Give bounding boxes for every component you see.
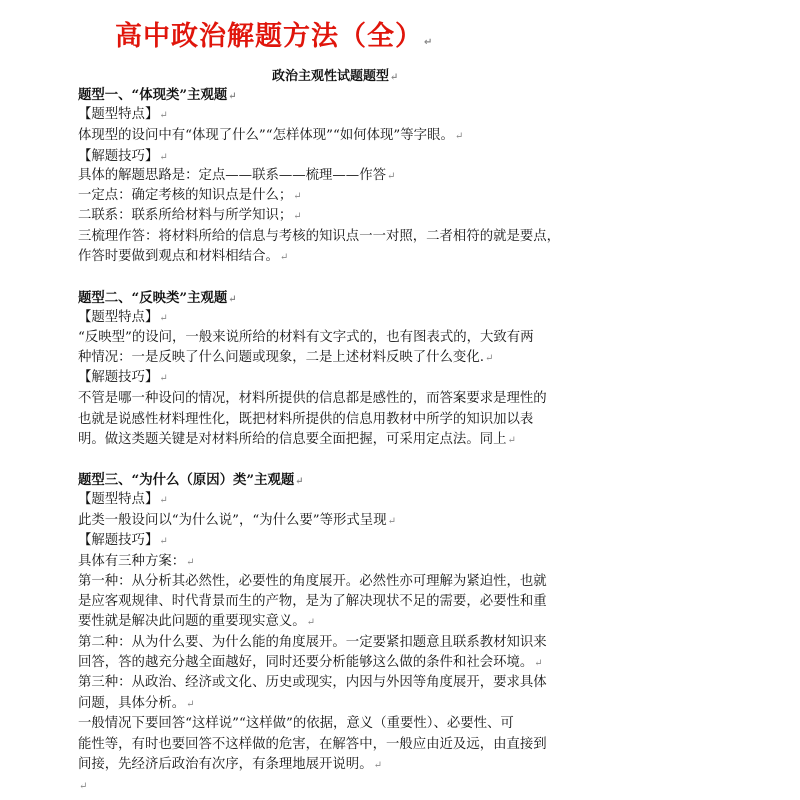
- section-label: 【解题技巧】↵: [78, 370, 168, 385]
- paragraph-line: 要性就是解决此问题的重要现实意义。↵: [78, 614, 316, 629]
- paragraph-line: 间接，先经济后政治有次序，有条理地展开说明。↵: [78, 757, 382, 772]
- section-label: 【题型特点】↵: [78, 310, 168, 325]
- paragraph-line: 体现型的设问中有“体现了什么”“怎样体现”“如何体现”等字眼。↵: [78, 128, 464, 143]
- paragraph-line: 具体的解题思路是：定点——联系——梳理——作答↵: [78, 168, 396, 183]
- empty-paragraph: ↵: [79, 781, 88, 792]
- paragraph-line: 三梳理作答：将材料所给的信息与考核的知识点一一对照，二者相符的就是要点，: [78, 229, 561, 244]
- paragraph-line: 问题，具体分析。↵: [78, 696, 195, 711]
- section-label: 【解题技巧】↵: [78, 149, 168, 164]
- section-label: 【题型特点】↵: [78, 492, 168, 507]
- document-title: 高中政治解题方法（全）↵: [115, 21, 434, 52]
- paragraph-line: 二联系：联系所给材料与所学知识；↵: [78, 208, 302, 223]
- paragraph-line: 一定点：确定考核的知识点是什么；↵: [78, 188, 302, 203]
- paragraph-line: 具体有三种方案：↵: [78, 554, 195, 569]
- paragraph-line: 不管是哪一种设问的情况，材料所提供的信息都是感性的，而答案要求是理性的: [78, 391, 547, 406]
- paragraph-line: 作答时要做到观点和材料相结合。↵: [78, 249, 289, 264]
- section-label: 【题型特点】↵: [78, 107, 168, 122]
- paragraph-line: 是应客观规律、时代背景而生的产物，是为了解决现状不足的需要，必要性和重: [78, 594, 547, 609]
- paragraph-line: 第二种：从为什么要、为什么能的角度展开。一定要紧扣题意且联系教材知识来: [78, 635, 547, 650]
- paragraph-line: 回答，答的越充分越全面越好，同时还要分析能够这么做的条件和社会环境。↵: [78, 655, 543, 670]
- paragraph-line: 第一种：从分析其必然性，必要性的角度展开。必然性亦可理解为紧迫性，也就: [78, 574, 547, 589]
- section-heading: 题型二、“反映类”主观题↵: [78, 290, 237, 306]
- document-subtitle: 政治主观性试题题型↵: [272, 69, 399, 84]
- paragraph-line: 种情况：一是反映了什么问题或现象，二是上述材料反映了什么变化.↵: [78, 350, 494, 365]
- section-heading: 题型三、“为什么（原因）类”主观题↵: [78, 472, 304, 488]
- section-heading: 题型一、“体现类”主观题↵: [78, 87, 237, 103]
- section-label: 【解题技巧】↵: [78, 533, 168, 548]
- paragraph-line: 一般情况下要回答“这样说”“这样做”的依据，意义（重要性）、必要性、可: [78, 716, 514, 731]
- paragraph-line: 此类一般设问以“为什么说”，“为什么要”等形式呈现↵: [78, 513, 396, 528]
- paragraph-line: 也就是说感性材料理性化，既把材料所提供的信息用教材中所学的知识加以表: [78, 412, 534, 427]
- paragraph-line: 明。做这类题关键是对材料所给的信息要全面把握，可采用定点法。同上↵: [78, 432, 516, 447]
- paragraph-line: “反映型”的设问，一般来说所给的材料有文字式的，也有图表式的，大致有两: [78, 330, 534, 345]
- paragraph-line: 能性等，有时也要回答不这样做的危害，在解答中，一般应由近及远，由直接到: [78, 737, 547, 752]
- paragraph-line: 第三种：从政治、经济或文化、历史或现实，内因与外因等角度展开，要求具体: [78, 675, 547, 690]
